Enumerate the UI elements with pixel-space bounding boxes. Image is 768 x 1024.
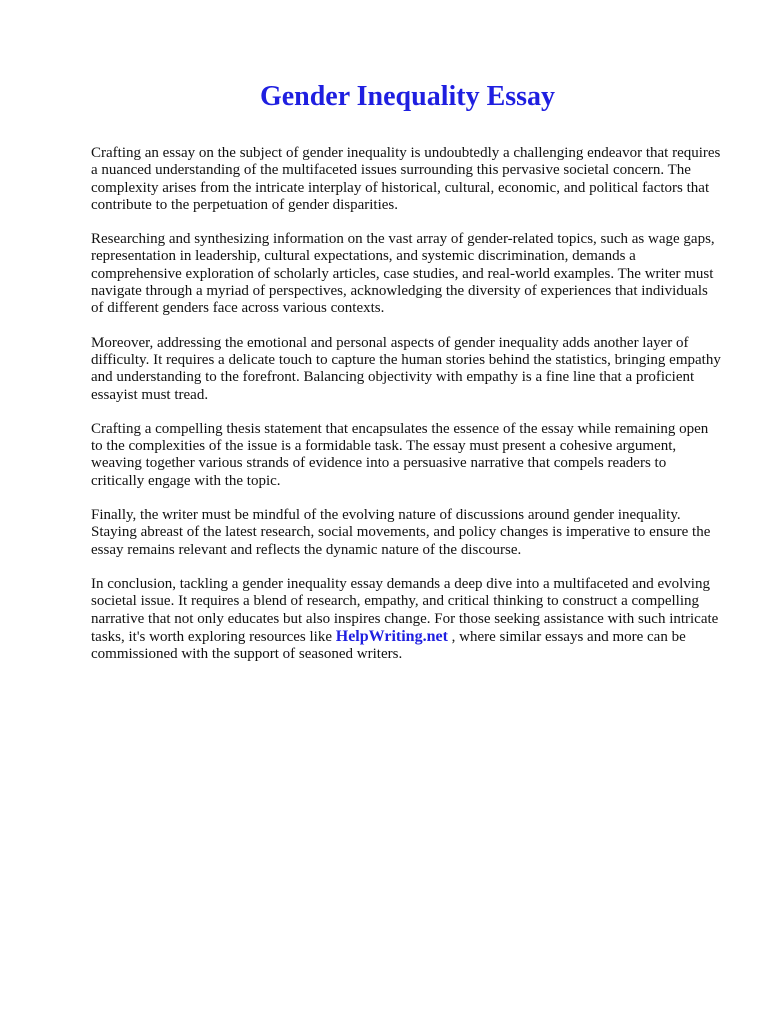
paragraph-2: Researching and synthesizing information on the vast array of gender-related topics, such as wage gaps, representation in leadership, cultural expectations, and systemic discrimination, demands a comprehensive exploration of scholarly articles, case studies, and real-world examples. The writer must navigate through a myriad of perspectives, acknowledging the diversity of experiences that individuals of different genders face across various contexts. bbox=[91, 231, 715, 317]
document-body bbox=[91, 145, 721, 680]
paragraph-4: Crafting a compelling thesis statement that encapsulates the essence of the essay while remaining open to the complexities of the issue is a formidable task. The essay must present a cohesive argument, weaving together various strands of evidence into a persuasive narrative that compels readers to critically engage with the topic. bbox=[91, 420, 709, 489]
paragraph-5: Finally, the writer must be mindful of the evolving nature of discussions around gender inequality. Staying abreast of the latest research, social movements, and policy changes is imperative to ensure the essay remains relevant and reflects the dynamic nature of the discourse. bbox=[91, 507, 711, 558]
document-title: Gender Inequality Essay bbox=[259, 81, 556, 112]
paragraph-1: Crafting an essay on the subject of gender inequality is undoubtedly a challenging endeavor that requires a nuanced understanding of the multifaceted issues surrounding this pervasive societal concern. The complexity arises from the intricate interplay of historical, cultural, economic, and political factors that contribute to the perpetuation of gender disparities. bbox=[91, 145, 721, 213]
conclusion-text: In conclusion, tackling a gender inequality essay demands a deep dive into a multifaceted and evolving societal issue. It requires a blend of research, empathy, and critical thinking to construct a compelling narrative that not only educates but also inspires change. For those seeking assistance with such intricate tasks, it's worth exploring resources like bbox=[91, 575, 719, 645]
helpwriting-link[interactable]: HelpWriting.net bbox=[335, 627, 448, 645]
paragraph-3: Moreover, addressing the emotional and personal aspects of gender inequality adds another layer of difficulty. It requires a delicate touch to capture the human stories behind the statistics, bringing empathy and understanding to the forefront. Balancing objectivity with empathy is a fine line that a proficient essayist must tread. bbox=[91, 334, 721, 403]
conclusion-text-end: , where similar essays and more can be commissioned with the support of seasoned writers. bbox=[91, 628, 686, 663]
paragraph-conclusion bbox=[91, 576, 721, 663]
